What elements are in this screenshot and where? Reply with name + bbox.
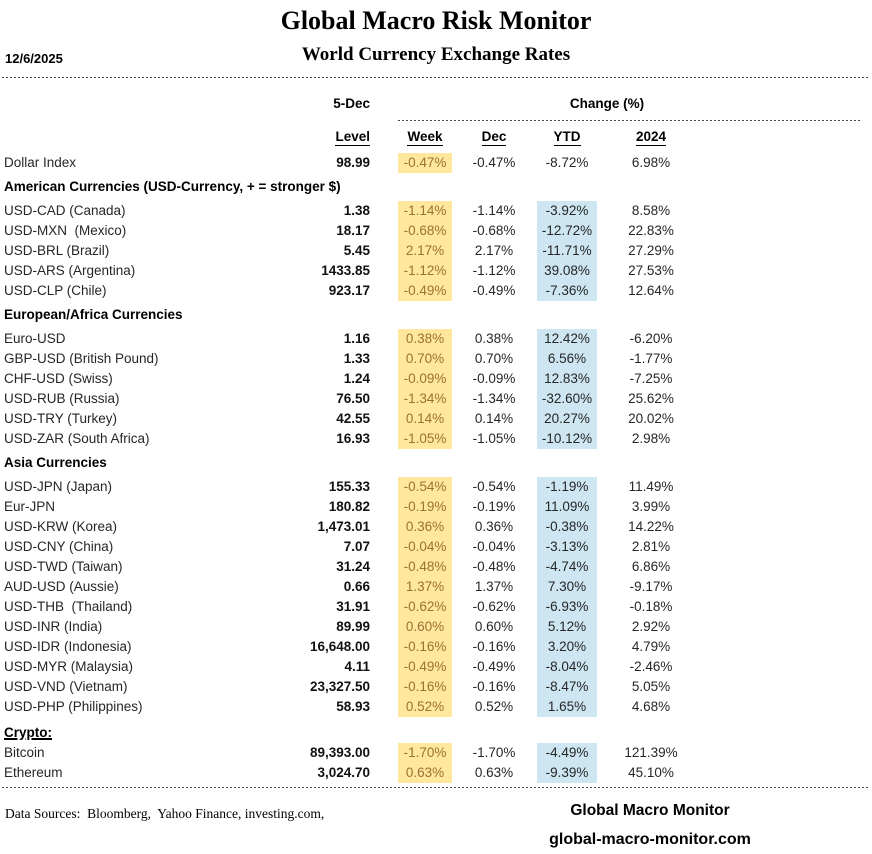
week-change-value: -0.68% bbox=[398, 221, 452, 241]
section-header-row bbox=[0, 453, 872, 473]
year-2024-change-value: 20.02% bbox=[628, 411, 674, 426]
level-value: 58.93 bbox=[336, 699, 370, 714]
table-row bbox=[0, 201, 872, 221]
week-change-value: 2.17% bbox=[398, 241, 452, 261]
week-change-value: -0.48% bbox=[398, 557, 452, 577]
instrument-label: Dollar Index bbox=[4, 155, 77, 170]
dec-change-value: -1.14% bbox=[472, 203, 516, 218]
dec-change-value: -0.16% bbox=[472, 639, 516, 654]
level-value: 923.17 bbox=[328, 283, 370, 298]
table-row bbox=[0, 743, 872, 763]
level-value: 76.50 bbox=[336, 391, 370, 406]
table-row bbox=[0, 697, 872, 717]
ytd-change-value: -8.47% bbox=[537, 677, 597, 697]
week-change-value: -0.47% bbox=[398, 153, 452, 173]
level-value: 1.38 bbox=[343, 203, 370, 218]
table-row bbox=[0, 389, 872, 409]
week-change-value: -1.34% bbox=[398, 389, 452, 409]
year-2024-change-value: -9.17% bbox=[629, 579, 673, 594]
footer-divider bbox=[2, 787, 870, 788]
year-2024-change-value: -2.46% bbox=[629, 659, 673, 674]
ytd-change-value: -7.36% bbox=[537, 281, 597, 301]
week-change-value: -0.49% bbox=[398, 657, 452, 677]
table-row bbox=[0, 281, 872, 301]
table-row bbox=[0, 557, 872, 577]
year-2024-change-value: 8.58% bbox=[631, 203, 671, 218]
year-2024-change-value: 2.81% bbox=[631, 539, 671, 554]
level-value: 1.24 bbox=[343, 371, 370, 386]
year-2024-change-value: 6.86% bbox=[631, 559, 671, 574]
currency-table bbox=[0, 153, 872, 783]
section-header-row bbox=[0, 305, 872, 325]
section-header-row bbox=[0, 177, 872, 197]
dec-change-value: 1.37% bbox=[474, 579, 514, 594]
table-row bbox=[0, 617, 872, 637]
year-2024-change-value: 4.79% bbox=[631, 639, 671, 654]
week-change-value: -1.05% bbox=[398, 429, 452, 449]
ytd-change-value: -3.13% bbox=[537, 537, 597, 557]
table-row bbox=[0, 329, 872, 349]
section-label: American Currencies (USD-Currency, + = stronger $) bbox=[4, 179, 341, 194]
column-header-ytd: YTD bbox=[553, 129, 581, 144]
week-change-value: -1.14% bbox=[398, 201, 452, 221]
dec-change-value: -0.04% bbox=[472, 539, 516, 554]
year-2024-change-value: 45.10% bbox=[628, 765, 674, 780]
dec-change-value: -0.16% bbox=[472, 679, 516, 694]
ytd-change-value: -8.72% bbox=[545, 155, 589, 170]
page-title: Global Macro Risk Monitor bbox=[280, 6, 592, 35]
instrument-label: USD-VND (Vietnam) bbox=[4, 679, 128, 694]
column-header-2024: 2024 bbox=[635, 129, 667, 144]
year-2024-change-value: 22.83% bbox=[628, 223, 674, 238]
week-change-value: -1.70% bbox=[398, 743, 452, 763]
table-row bbox=[0, 369, 872, 389]
level-value: 16,648.00 bbox=[309, 639, 370, 654]
year-2024-change-value: -1.77% bbox=[629, 351, 673, 366]
week-change-value: -0.16% bbox=[398, 637, 452, 657]
level-value: 4.11 bbox=[344, 659, 370, 674]
ytd-change-value: -6.93% bbox=[537, 597, 597, 617]
brand-block bbox=[520, 802, 780, 849]
week-change-value: -0.62% bbox=[398, 597, 452, 617]
dec-change-value: -1.12% bbox=[472, 263, 516, 278]
brand-website: global-macro-monitor.com bbox=[549, 831, 751, 848]
ytd-change-value: -1.19% bbox=[537, 477, 597, 497]
table-row bbox=[0, 637, 872, 657]
table-row bbox=[0, 153, 872, 173]
dec-change-value: 2.17% bbox=[474, 243, 514, 258]
level-value: 7.07 bbox=[343, 539, 370, 554]
level-value: 31.91 bbox=[336, 599, 370, 614]
week-change-value: 1.37% bbox=[398, 577, 452, 597]
year-2024-change-value: 27.53% bbox=[628, 263, 674, 278]
instrument-label: Euro-USD bbox=[4, 331, 66, 346]
ytd-change-value: 3.20% bbox=[537, 637, 597, 657]
level-value: 5.45 bbox=[343, 243, 370, 258]
table-row bbox=[0, 597, 872, 617]
year-2024-change-value: -0.18% bbox=[629, 599, 673, 614]
level-value: 98.99 bbox=[336, 155, 370, 170]
instrument-label: USD-ARS (Argentina) bbox=[4, 263, 136, 278]
week-change-value: -0.19% bbox=[398, 497, 452, 517]
change-group-divider bbox=[398, 120, 862, 121]
data-sources-note: Data Sources: Bloomberg, Yahoo Finance, investing.com, bbox=[5, 806, 325, 821]
week-change-value: -0.09% bbox=[398, 369, 452, 389]
instrument-label: USD-CNY (China) bbox=[4, 539, 114, 554]
instrument-label: USD-TWD (Taiwan) bbox=[4, 559, 123, 574]
instrument-label: Bitcoin bbox=[4, 745, 45, 760]
report-date: 12/6/2025 bbox=[5, 51, 63, 66]
instrument-label: CHF-USD (Swiss) bbox=[4, 371, 113, 386]
dec-change-value: 0.36% bbox=[474, 519, 514, 534]
week-change-value: 0.60% bbox=[398, 617, 452, 637]
instrument-label: USD-KRW (Korea) bbox=[4, 519, 118, 534]
table-row bbox=[0, 409, 872, 429]
level-value: 89.99 bbox=[336, 619, 370, 634]
ytd-change-value: -10.12% bbox=[537, 429, 597, 449]
dec-change-value: 0.14% bbox=[474, 411, 514, 426]
instrument-label: GBP-USD (British Pound) bbox=[4, 351, 159, 366]
year-2024-change-value: 27.29% bbox=[628, 243, 674, 258]
table-row bbox=[0, 763, 872, 783]
ytd-change-value: 12.83% bbox=[537, 369, 597, 389]
week-change-value: 0.38% bbox=[398, 329, 452, 349]
table-row bbox=[0, 677, 872, 697]
change-group-header: Change (%) bbox=[569, 96, 645, 111]
year-2024-change-value: 2.98% bbox=[631, 431, 671, 446]
level-value: 18.17 bbox=[336, 223, 370, 238]
year-2024-change-value: 11.49% bbox=[628, 479, 674, 494]
date-column-header: 5-Dec bbox=[333, 96, 370, 111]
year-2024-change-value: 4.68% bbox=[631, 699, 671, 714]
year-2024-change-value: 14.22% bbox=[628, 519, 674, 534]
dec-change-value: 0.63% bbox=[474, 765, 514, 780]
dec-change-value: -0.49% bbox=[472, 283, 516, 298]
level-value: 155.33 bbox=[328, 479, 370, 494]
year-2024-change-value: 121.39% bbox=[624, 745, 678, 760]
instrument-label: USD-TRY (Turkey) bbox=[4, 411, 118, 426]
instrument-label: Eur-JPN bbox=[4, 499, 56, 514]
level-value: 23,327.50 bbox=[309, 679, 370, 694]
instrument-label: AUD-USD (Aussie) bbox=[4, 579, 119, 594]
table-row bbox=[0, 477, 872, 497]
section-label: European/Africa Currencies bbox=[4, 307, 183, 322]
dec-change-value: -1.05% bbox=[472, 431, 516, 446]
table-row bbox=[0, 429, 872, 449]
dec-change-value: 0.38% bbox=[474, 331, 514, 346]
table-row bbox=[0, 537, 872, 557]
table-row bbox=[0, 577, 872, 597]
week-change-value: -0.49% bbox=[398, 281, 452, 301]
dec-change-value: 0.52% bbox=[474, 699, 514, 714]
instrument-label: USD-JPN (Japan) bbox=[4, 479, 113, 494]
level-value: 1,473.01 bbox=[317, 519, 370, 534]
ytd-change-value: 1.65% bbox=[537, 697, 597, 717]
year-2024-change-value: -6.20% bbox=[629, 331, 673, 346]
level-value: 180.82 bbox=[328, 499, 370, 514]
dec-change-value: -1.70% bbox=[472, 745, 516, 760]
ytd-change-value: 12.42% bbox=[537, 329, 597, 349]
level-value: 1.33 bbox=[343, 351, 370, 366]
week-change-value: 0.36% bbox=[398, 517, 452, 537]
ytd-change-value: 11.09% bbox=[537, 497, 597, 517]
year-2024-change-value: -7.25% bbox=[629, 371, 673, 386]
level-value: 3,024.70 bbox=[317, 765, 370, 780]
dec-change-value: 0.70% bbox=[474, 351, 514, 366]
table-row bbox=[0, 261, 872, 281]
column-header-dec: Dec bbox=[481, 129, 507, 144]
table-row bbox=[0, 497, 872, 517]
ytd-change-value: 7.30% bbox=[537, 577, 597, 597]
ytd-change-value: -4.74% bbox=[537, 557, 597, 577]
ytd-change-value: -4.49% bbox=[537, 743, 597, 763]
instrument-label: USD-INR (India) bbox=[4, 619, 103, 634]
dec-change-value: -1.34% bbox=[472, 391, 516, 406]
level-value: 1433.85 bbox=[321, 263, 370, 278]
ytd-change-value: -3.92% bbox=[537, 201, 597, 221]
ytd-change-value: 6.56% bbox=[537, 349, 597, 369]
week-change-value: 0.52% bbox=[398, 697, 452, 717]
instrument-label: USD-PHP (Philippines) bbox=[4, 699, 143, 714]
week-change-value: 0.14% bbox=[398, 409, 452, 429]
dec-change-value: -0.09% bbox=[472, 371, 516, 386]
section-label: Crypto: bbox=[4, 725, 52, 740]
ytd-change-value: -32.60% bbox=[537, 389, 597, 409]
instrument-label: USD-BRL (Brazil) bbox=[4, 243, 110, 258]
ytd-change-value: -8.04% bbox=[537, 657, 597, 677]
week-change-value: 0.63% bbox=[398, 763, 452, 783]
year-2024-change-value: 25.62% bbox=[628, 391, 674, 406]
brand-name: Global Macro Monitor bbox=[570, 802, 730, 819]
level-value: 42.55 bbox=[336, 411, 370, 426]
section-header-row bbox=[0, 723, 872, 743]
dec-change-value: -0.54% bbox=[472, 479, 516, 494]
dec-change-value: -0.68% bbox=[472, 223, 516, 238]
dec-change-value: -0.19% bbox=[472, 499, 516, 514]
ytd-change-value: 39.08% bbox=[537, 261, 597, 281]
instrument-label: USD-RUB (Russia) bbox=[4, 391, 120, 406]
year-2024-change-value: 3.99% bbox=[631, 499, 671, 514]
dec-change-value: -0.49% bbox=[472, 659, 516, 674]
ytd-change-value: -11.71% bbox=[537, 241, 597, 261]
section-label: Asia Currencies bbox=[4, 455, 107, 470]
ytd-change-value: 20.27% bbox=[537, 409, 597, 429]
level-value: 1.16 bbox=[343, 331, 370, 346]
instrument-label: Ethereum bbox=[4, 765, 63, 780]
header-divider bbox=[2, 77, 870, 78]
instrument-label: USD-ZAR (South Africa) bbox=[4, 431, 150, 446]
instrument-label: USD-MXN (Mexico) bbox=[4, 223, 127, 238]
year-2024-change-value: 12.64% bbox=[628, 283, 674, 298]
week-change-value: -0.54% bbox=[398, 477, 452, 497]
table-row bbox=[0, 221, 872, 241]
table-row bbox=[0, 241, 872, 261]
ytd-change-value: -0.38% bbox=[537, 517, 597, 537]
table-row bbox=[0, 657, 872, 677]
ytd-change-value: -9.39% bbox=[537, 763, 597, 783]
column-header-week: Week bbox=[407, 129, 443, 144]
week-change-value: -0.16% bbox=[398, 677, 452, 697]
instrument-label: USD-CLP (Chile) bbox=[4, 283, 107, 298]
dec-change-value: -0.62% bbox=[472, 599, 516, 614]
level-value: 0.66 bbox=[343, 579, 370, 594]
level-value: 16.93 bbox=[336, 431, 370, 446]
level-value: 89,393.00 bbox=[309, 745, 370, 760]
instrument-label: USD-THB (Thailand) bbox=[4, 599, 133, 614]
ytd-change-value: -12.72% bbox=[537, 221, 597, 241]
week-change-value: -0.04% bbox=[398, 537, 452, 557]
week-change-value: -1.12% bbox=[398, 261, 452, 281]
dec-change-value: 0.60% bbox=[474, 619, 514, 634]
instrument-label: USD-MYR (Malaysia) bbox=[4, 659, 134, 674]
table-group-header bbox=[0, 96, 872, 114]
year-2024-change-value: 5.05% bbox=[631, 679, 671, 694]
page-subtitle: World Currency Exchange Rates bbox=[301, 44, 571, 65]
table-column-headers bbox=[0, 129, 872, 149]
week-change-value: 0.70% bbox=[398, 349, 452, 369]
table-row bbox=[0, 517, 872, 537]
ytd-change-value: 5.12% bbox=[537, 617, 597, 637]
level-value: 31.24 bbox=[336, 559, 370, 574]
table-row bbox=[0, 349, 872, 369]
instrument-label: USD-CAD (Canada) bbox=[4, 203, 126, 218]
dec-change-value: -0.47% bbox=[472, 155, 516, 170]
dec-change-value: -0.48% bbox=[472, 559, 516, 574]
year-2024-change-value: 2.92% bbox=[631, 619, 671, 634]
instrument-label: USD-IDR (Indonesia) bbox=[4, 639, 132, 654]
column-header-level: Level bbox=[335, 129, 370, 144]
year-2024-change-value: 6.98% bbox=[631, 155, 671, 170]
